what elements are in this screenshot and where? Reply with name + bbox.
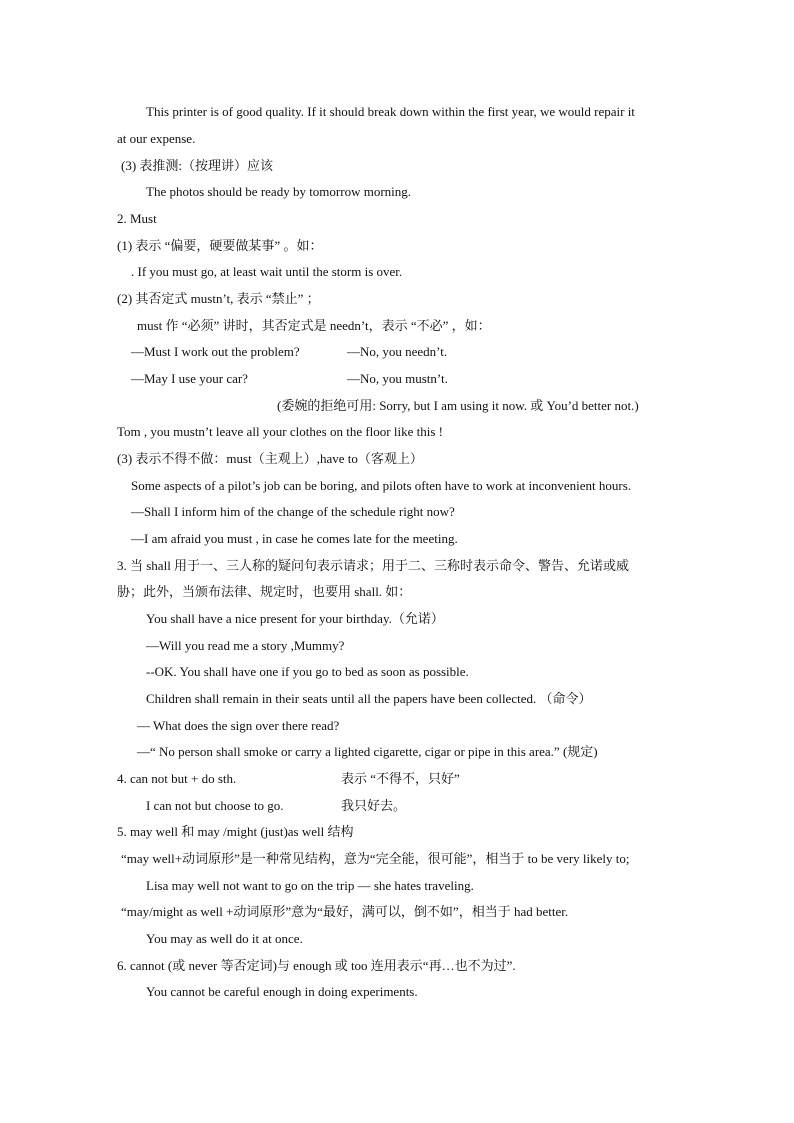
text-line: at our expense. — [117, 131, 196, 146]
dialogue-answer: —No, you needn’t. — [347, 344, 448, 359]
text-line: Tom , you mustn’t leave all your clothes on the floor like this ! — [117, 424, 443, 439]
section-heading: 5. may well 和 may /might (just)as well 结构 — [117, 824, 354, 839]
section-heading — [117, 771, 460, 787]
text-line — [146, 798, 407, 814]
text-line: —Will you read me a story ,Mummy? — [146, 638, 345, 653]
text-line: Some aspects of a pilot’s job can be boring, and pilots often have to work at inconvenient hours. — [131, 478, 632, 493]
text-line: (3) 表示不得不做：must（主观上）,have to（客观上） — [117, 451, 423, 466]
text-line: —“ No person shall smoke or carry a lighted cigarette, cigar or pipe in this area.” (规定) — [137, 744, 598, 759]
text-line: --OK. You shall have one if you go to bed as soon as possible. — [146, 664, 469, 679]
section-heading: 6. cannot (或 never 等否定词)与 enough 或 too 连用表示“再…也不为过”. — [117, 958, 516, 973]
text-line: — What does the sign over there read? — [137, 718, 340, 733]
text-line: Lisa may well not want to go on the trip — she hates traveling. — [146, 878, 474, 893]
dialogue-question: —May I use your car? — [131, 371, 248, 386]
text-line: (2) 其否定式 mustn’t, 表示 “禁止” ； — [117, 291, 320, 306]
example-translation: 我只好去。 — [341, 798, 407, 813]
text-line: . If you must go, at least wait until the storm is over. — [131, 264, 403, 279]
text-line — [131, 371, 448, 387]
text-line: You cannot be careful enough in doing experiments. — [146, 984, 418, 999]
section-heading: 2. Must — [117, 211, 157, 226]
text-line — [131, 344, 448, 360]
text-line: must 作 “必须” 讲时，其否定式是 needn’t，表示 “不必” ，如： — [137, 318, 491, 333]
phrase-pattern: 4. can not but + do sth. — [117, 771, 237, 786]
text-line: Children shall remain in their seats until all the papers have been collected. （命令） — [146, 691, 592, 706]
text-line: This printer is of good quality. If it should break down within the first year, we would repair it — [146, 104, 635, 119]
text-line: (3) 表推测:（按理讲）应该 — [121, 158, 274, 173]
text-line: You shall have a nice present for your birthday.（允诺） — [146, 611, 444, 626]
example-sentence: I can not but choose to go. — [146, 798, 284, 813]
text-line: 胁；此外，当颁布法律、规定时，也要用 shall. 如： — [117, 584, 412, 599]
text-line: —Shall I inform him of the change of the schedule right now? — [131, 504, 455, 519]
dialogue-answer: —No, you mustn’t. — [347, 371, 448, 386]
text-line: —I am afraid you must , in case he comes late for the meeting. — [131, 531, 458, 546]
text-line: “may/might as well +动词原形”意为“最好，满可以，倒不如”，相当于 had better. — [121, 904, 569, 919]
phrase-meaning: 表示 “不得不，只好” — [341, 771, 460, 786]
dialogue-question: —Must I work out the problem? — [131, 344, 300, 359]
section-heading: 3. 当 shall 用于一、三人称的疑问句表示请求；用于二、三称时表示命令、警告、允诺或威 — [117, 558, 630, 573]
text-line: “may well+动词原形”是一种常见结构，意为“完全能，很可能”，相当于 to be very likely to; — [121, 851, 630, 866]
text-line: You may as well do it at once. — [146, 931, 303, 946]
text-line: The photos should be ready by tomorrow morning. — [146, 184, 412, 199]
text-line: (1) 表示 “偏要，硬要做某事” 。如： — [117, 238, 323, 253]
text-line: (委婉的拒绝可用: Sorry, but I am using it now. 或 You’d better not.) — [277, 398, 639, 413]
